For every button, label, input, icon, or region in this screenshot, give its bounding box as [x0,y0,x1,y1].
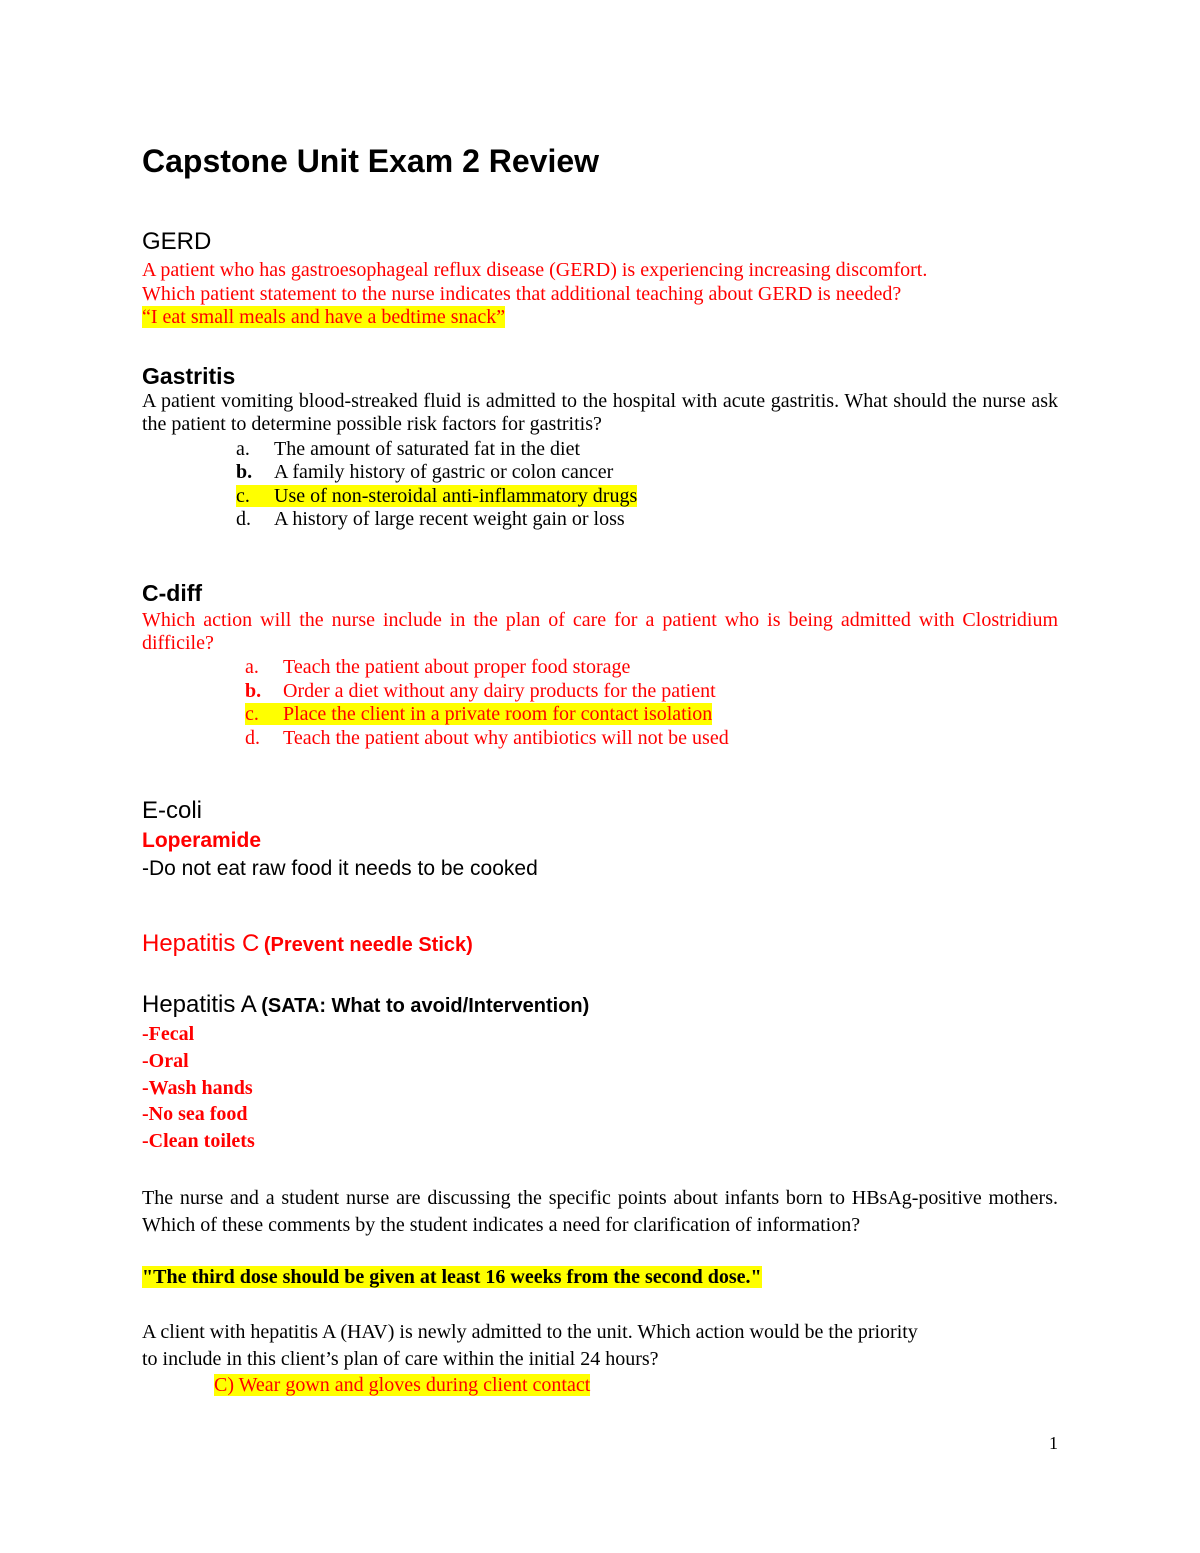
hepa-note: (SATA: What to avoid/Intervention) [261,995,590,1017]
cdiff-question: Which action will the nurse include in the plan of care for a patient who is being admitted with Clostridium difficile? [142,609,1058,654]
hepa-item: -Fecal [142,1023,195,1045]
hav-question-line1: A client with hepatitis A (HAV) is newly admitted to the unit. Which action would be the priority [142,1321,918,1343]
hepa-item: -Wash hands [142,1077,253,1099]
hav-answer-highlight: C) Wear gown and gloves during client contact [214,1374,591,1396]
hepa-item: -Oral [142,1050,189,1072]
ecoli-drug: Loperamide [142,829,262,852]
page-number: 1 [1049,1433,1058,1453]
gerd-answer-highlight: “I eat small meals and have a bedtime snack” [142,306,506,328]
gerd-answer [142,306,505,329]
gastritis-heading: Gastritis [142,363,236,389]
cdiff-option-b: b. Order a diet without any dairy products for the patient [245,680,716,702]
hepa-heading-line [142,991,589,1019]
gastritis-option-b: b. A family history of gastric or colon cancer [236,461,614,483]
hepc-note: (Prevent needle Stick) [263,934,473,956]
hbsag-answer-highlight: "The third dose should be given at least 16 weeks from the second dose." [142,1266,762,1288]
ecoli-heading: E-coli [142,797,203,824]
cdiff-option-c: c. Place the client in a private room for contact isolation [245,703,713,725]
cdiff-heading: C-diff [142,580,203,606]
gerd-heading: GERD [142,228,212,255]
gerd-question-line1: A patient who has gastroesophageal reflux disease (GERD) is experiencing increasing discomfort. [142,259,928,281]
hepa-item: -Clean toilets [142,1130,255,1152]
hbsag-answer [142,1266,762,1289]
page-title: Capstone Unit Exam 2 Review [142,143,600,179]
hav-question-line2: to include in this client’s plan of care within the initial 24 hours? [142,1348,659,1370]
gastritis-question: A patient vomiting blood-streaked fluid is admitted to the hospital with acute gastritis. What should the nurse ask the patient to determine possible risk factors for gastritis? [142,390,1058,435]
cdiff-option-d: d. Teach the patient about why antibiotics will not be used [245,727,729,749]
hepa-item: -No sea food [142,1103,248,1125]
hepc-heading: Hepatitis C [142,930,260,957]
hepc-heading-line [142,930,473,958]
hepa-heading: Hepatitis A [142,991,257,1018]
ecoli-note: -Do not eat raw food it needs to be cooked [142,857,538,880]
gastritis-option-a: a. The amount of saturated fat in the diet [236,438,581,460]
gerd-question-line2: Which patient statement to the nurse indicates that additional teaching about GERD is needed? [142,283,902,305]
cdiff-option-a: a. Teach the patient about proper food storage [245,656,631,678]
hav-answer [214,1374,590,1397]
gastritis-option-d: d. A history of large recent weight gain or loss [236,508,625,530]
hbsag-question: The nurse and a student nurse are discussing the specific points about infants born to HBsAg-positive mothers. Which of these comments by the student indicates a need for clarification of information? [142,1187,1058,1236]
gastritis-option-c: c. Use of non-steroidal anti-inflammatory drugs [236,485,638,507]
